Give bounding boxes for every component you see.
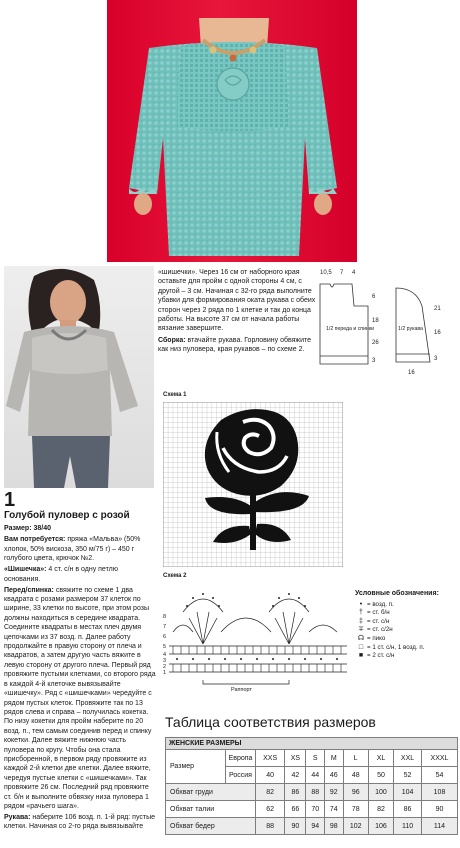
size-eu: XXS bbox=[256, 750, 285, 767]
scheme1-grid bbox=[163, 402, 343, 567]
table-cell: 62 bbox=[256, 801, 285, 818]
legend-text: = возд. п. bbox=[367, 600, 394, 608]
model-photo-illustration bbox=[4, 266, 154, 488]
sewing-patterns bbox=[312, 266, 460, 378]
treble-crochet-icon: ∓ bbox=[358, 626, 364, 634]
table-cell: 114 bbox=[422, 818, 458, 835]
legend-item bbox=[355, 601, 459, 610]
sleeve-dim-4: 16 bbox=[408, 370, 415, 376]
fan-motif-left bbox=[183, 599, 223, 644]
scheme2-diagram bbox=[163, 582, 353, 692]
russia-label: Россия bbox=[226, 767, 256, 784]
scheme2-row-2: 2 bbox=[163, 664, 167, 670]
instructions-left bbox=[4, 490, 156, 833]
legend-item bbox=[355, 652, 459, 661]
table-cell: 82 bbox=[256, 784, 285, 801]
legend-text: = 2 ст. с/н bbox=[367, 652, 395, 660]
size-eu: S bbox=[306, 750, 325, 767]
body-dim-3: 4 bbox=[352, 270, 356, 276]
materials-label: Вам потребуется: bbox=[4, 536, 66, 544]
instructions-right bbox=[158, 268, 318, 357]
size-ru: 52 bbox=[394, 767, 422, 784]
size-ru: 44 bbox=[306, 767, 325, 784]
europe-label: Европа bbox=[226, 750, 256, 767]
empty-cell-icon: □ bbox=[358, 643, 364, 651]
legend-text: = ст. с/2н bbox=[367, 626, 393, 634]
size-table-header-cell: ЖЕНСКИЕ РАЗМЕРЫ bbox=[166, 738, 458, 750]
table-cell: 108 bbox=[422, 784, 458, 801]
size-ru: 46 bbox=[325, 767, 344, 784]
scheme2-row-5: 5 bbox=[163, 644, 167, 650]
table-cell: 102 bbox=[343, 818, 368, 835]
scheme2-row-6: 6 bbox=[163, 634, 167, 640]
size-ru: 42 bbox=[285, 767, 306, 784]
single-crochet-icon: † bbox=[359, 609, 363, 617]
size-ru: 40 bbox=[256, 767, 285, 784]
size-ru: 50 bbox=[368, 767, 393, 784]
table-cell: 92 bbox=[325, 784, 344, 801]
table-row bbox=[166, 784, 458, 801]
size-eu: XL bbox=[368, 750, 393, 767]
legend-text: = ст. с/н bbox=[367, 617, 390, 625]
scheme2-row-4: 4 bbox=[163, 652, 167, 658]
sleeve-dim-1: 21 bbox=[434, 306, 441, 312]
picot-icon: ☊ bbox=[357, 634, 365, 642]
legend-item bbox=[355, 644, 459, 653]
table-cell: 88 bbox=[256, 818, 285, 835]
table-row bbox=[166, 818, 458, 835]
shishechka-text: 4 ст. с/н в одну петлю основания. bbox=[4, 566, 118, 583]
table-cell: 86 bbox=[394, 801, 422, 818]
article-number: 1 bbox=[4, 489, 16, 511]
legend-item bbox=[355, 609, 459, 618]
scheme2-row-8: 8 bbox=[163, 614, 167, 620]
double-crochet-icon: ‡ bbox=[359, 617, 363, 625]
body-dim-5: 18 bbox=[372, 318, 379, 324]
scheme2-row-7: 7 bbox=[163, 624, 167, 630]
front-back-paragraph bbox=[4, 586, 156, 812]
table-cell: 74 bbox=[325, 801, 344, 818]
front-back-text: свяжите по схеме 1 два квадрата с розами размером 37 клеток по ширине, 33 клетки по высоте, при этом розы должны находиться в середине квадрата. Соедините квадраты в местах плеч двумя цепочками из 37 возд. п. Далее работу продолжайте в правую сторону от плеча и квадратов, а затем другую часть вяжите в левую сторону от другого плеча. Первый ряд провяжите пустыми клетками, со второго ряда в каждой 4-й клеточке вывязывайте «шишечку». Ряд с «шишечками» чередуйте с рядом пустых клеток. Провяжите так по 13 рядов слева и справа – получилась кокетка. По низу кокетки для пройм наберите по 20 возд. п., тем самым соединив перед и спинку кокетки. Далее вяжите нижнюю часть пуловера по кругу. Чтобы она стала присборенной, в первом ряду провяжите из каждой 2-й клетки две клетки. Далее вяжите, чередуя пустые клетки с «шишечками». Так провяжите 26 см. Последний ряд провяжите ст. б/н и выполните обвязку низа пуловера 1 рядом «рачьего шага». bbox=[4, 586, 156, 810]
photo-model bbox=[4, 266, 154, 488]
sleeve-dim-2: 16 bbox=[434, 330, 441, 336]
scheme2-row-1: 1 bbox=[163, 670, 167, 676]
legend-item bbox=[355, 626, 459, 635]
body-dim-7: 3 bbox=[372, 358, 376, 364]
legend-text: = пико bbox=[367, 634, 386, 642]
legend-title: Условные обозначения: bbox=[355, 590, 439, 597]
sleeve-paragraph bbox=[4, 813, 156, 832]
filled-cell-icon: ■ bbox=[358, 652, 364, 660]
size-line bbox=[4, 524, 156, 533]
table-cell: 88 bbox=[306, 784, 325, 801]
sleeve-dim-3: 3 bbox=[434, 356, 438, 362]
size-eu: XS bbox=[285, 750, 306, 767]
legend-text: = 1 ст. с/н, 1 возд. п. bbox=[367, 643, 425, 651]
size-ru: 54 bbox=[422, 767, 458, 784]
scheme2-repeat-label: Раппорт bbox=[231, 687, 253, 692]
size-eu: XXL bbox=[394, 750, 422, 767]
size-eu: M bbox=[325, 750, 344, 767]
row-label: Обхват груди bbox=[166, 784, 256, 801]
table-cell: 100 bbox=[368, 784, 393, 801]
fan-motif-right bbox=[269, 599, 309, 644]
sleeve-label: Рукава: bbox=[4, 813, 31, 821]
row-label: Обхват бедер bbox=[166, 818, 256, 835]
assembly-paragraph bbox=[158, 336, 318, 355]
table-cell: 86 bbox=[285, 784, 306, 801]
table-row bbox=[166, 801, 458, 818]
size-eu: L bbox=[343, 750, 368, 767]
photo-sweater-front bbox=[107, 0, 357, 262]
legend-item bbox=[355, 635, 459, 644]
size-table bbox=[165, 737, 458, 835]
assembly-label: Сборка: bbox=[158, 336, 186, 344]
size-table-header bbox=[166, 738, 458, 750]
article-title: Голубой пуловер с розой bbox=[4, 510, 130, 521]
scheme2-label: Схема 2 bbox=[163, 573, 187, 579]
table-cell: 90 bbox=[285, 818, 306, 835]
size-eu: XXXL bbox=[422, 750, 458, 767]
legend-item bbox=[355, 618, 459, 627]
sleeve-piece-label: 1/2 рукава bbox=[398, 326, 423, 332]
continuation-paragraph: «шишечки». Через 16 см от наборного края оставьте для пройм с одной стороны 4 см, с другой – 3 см. Начиная с 32-го ряда выполните убавки для формирования оката рукава с обеих сторон через 2 ряда по 1 клетке и так до конца работы. На высоте 37 см от начала работы вязание завершите. bbox=[158, 269, 316, 333]
table-cell: 82 bbox=[368, 801, 393, 818]
body-dim-2: 7 bbox=[340, 270, 344, 276]
shishechka-label: «Шишечка»: bbox=[4, 566, 47, 574]
sweater-photo-illustration bbox=[129, 18, 337, 256]
table-row bbox=[166, 750, 458, 767]
size-label-cell: Размер bbox=[166, 750, 226, 784]
size-ru: 48 bbox=[343, 767, 368, 784]
size-value: 38/40 bbox=[33, 525, 52, 533]
legend bbox=[355, 590, 459, 661]
legend-text: = ст. б/н bbox=[367, 609, 390, 617]
size-label: Размер: bbox=[4, 525, 32, 533]
assembly-text: втачайте рукава. Горловину обвяжите как низ пуловера, края рукавов – по схеме 2. bbox=[158, 336, 312, 354]
scheme1-label: Схема 1 bbox=[163, 392, 187, 398]
shishechka-paragraph bbox=[4, 565, 156, 584]
body-dim-6: 26 bbox=[372, 340, 379, 346]
row-label: Обхват талии bbox=[166, 801, 256, 818]
sleeve-text: наберите 106 возд. п. 1-й ряд: пустые клетки. Начиная со 2-го ряда вывязывайте bbox=[4, 813, 155, 831]
materials-paragraph bbox=[4, 535, 156, 563]
body-dim-1: 10,5 bbox=[320, 270, 332, 276]
body-dim-4: 6 bbox=[372, 294, 376, 300]
table-cell: 96 bbox=[343, 784, 368, 801]
table-cell: 104 bbox=[394, 784, 422, 801]
table-cell: 110 bbox=[394, 818, 422, 835]
materials-text: пряжа «Мальва» (50% хлопок, 50% вискоза, 350 м/75 г) – 450 г голубого цвета, крючок №2. bbox=[4, 536, 141, 563]
table-cell: 90 bbox=[422, 801, 458, 818]
table-cell: 106 bbox=[368, 818, 393, 835]
size-table-title: Таблица соответствия размеров bbox=[165, 714, 376, 730]
table-cell: 98 bbox=[325, 818, 344, 835]
scheme2-row-3: 3 bbox=[163, 658, 167, 664]
table-cell: 70 bbox=[306, 801, 325, 818]
body-piece-label: 1/2 переда и спинки bbox=[326, 326, 375, 332]
table-cell: 78 bbox=[343, 801, 368, 818]
front-back-label: Перед/спинка: bbox=[4, 586, 54, 594]
chain-stitch-icon: • bbox=[359, 600, 363, 608]
table-cell: 94 bbox=[306, 818, 325, 835]
table-cell: 66 bbox=[285, 801, 306, 818]
